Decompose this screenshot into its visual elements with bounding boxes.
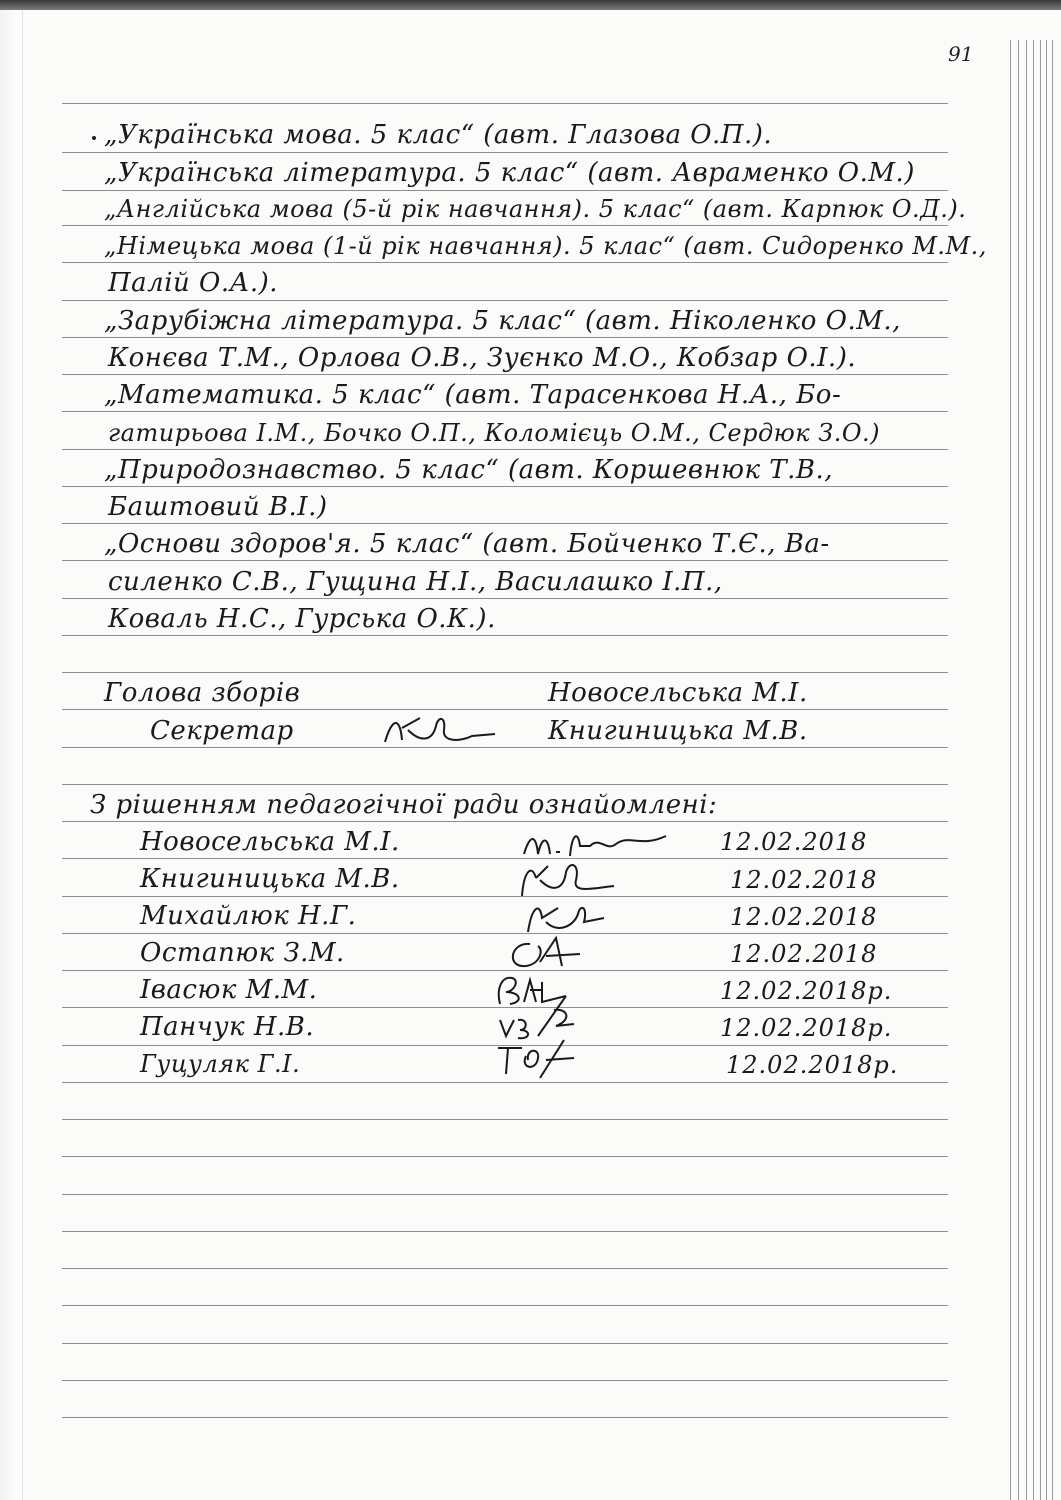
text-line: „Англійська мова (5-й рік навчання). 5 клас“ (авт. Карпюк О.Д.). (104, 195, 967, 223)
text-line: „Математика. 5 клас“ (авт. Тарасенкова Н.А., Бо- (104, 380, 842, 410)
binding-shadow (0, 10, 23, 1500)
signer-name: Книгиницька М.В. (140, 864, 400, 894)
text-line: Коваль Н.С., Гурська О.К.). (108, 604, 496, 634)
signer-date: 12.02.2018р. (720, 1014, 893, 1042)
signer-name: Івасюк М.М. (140, 975, 318, 1005)
text-line: „Зарубіжна література. 5 клас“ (авт. Ніколенко О.М., (104, 306, 901, 336)
secretary-signature (380, 712, 500, 752)
signer-date: 12.02.2018 (730, 866, 878, 894)
chair-name: Новосельська М.І. (548, 678, 808, 708)
bullet-dot (92, 136, 96, 140)
signer-name: Гуцуляк Г.І. (140, 1050, 301, 1078)
signer-date: 12.02.2018 (730, 940, 878, 968)
page-stack-edges (1001, 40, 1061, 1500)
text-line: „Українська література. 5 клас“ (авт. Авраменко О.М.) (104, 158, 915, 188)
signer-date: 12.02.2018р. (726, 1051, 899, 1079)
text-line: „Основи здоров'я. 5 клас“ (авт. Бойченко Т.Є., Ва- (104, 529, 830, 559)
text-line: Баштовий В.І.) (108, 492, 328, 522)
signer-date: 12.02.2018 (730, 903, 878, 931)
text-line: гатирьова І.М., Бочко О.П., Коломієць О.М., Сердюк З.О.) (108, 419, 881, 447)
text-line: Палій О.А.). (108, 268, 278, 298)
signer-name: Панчук Н.В. (140, 1012, 315, 1042)
signer-name: Остапюк З.М. (140, 938, 345, 968)
text-line: Конєва Т.М., Орлова О.В., Зуєнко М.О., Кобзар О.І.). (108, 343, 857, 373)
signer-date: 12.02.2018 (720, 828, 868, 856)
signer-date: 12.02.2018р. (720, 977, 893, 1005)
page-number: 91 (948, 42, 974, 66)
scan-top-edge (0, 0, 1061, 10)
signer-name: Новосельська М.І. (140, 827, 400, 857)
signer-name: Михайлюк Н.Г. (140, 901, 357, 931)
secretary-name: Книгиницька М.В. (548, 716, 808, 746)
text-line: „Німецька мова (1-й рік навчання). 5 клас“ (авт. Сидоренко М.М., (104, 232, 987, 260)
secretary-label: Секретар (150, 716, 294, 746)
text-line: „Українська мова. 5 клас“ (авт. Глазова О.П.). (104, 120, 773, 150)
acknowledgement-heading: З рішенням педагогічної ради ознайомлені: (90, 790, 718, 820)
chair-label: Голова зборів (104, 678, 301, 708)
text-line: „Природознавство. 5 клас“ (авт. Коршевнюк Т.В., (104, 455, 834, 485)
signer-signature (492, 1034, 582, 1088)
text-line: силенко С.В., Гущина Н.І., Василашко І.П., (108, 567, 723, 597)
